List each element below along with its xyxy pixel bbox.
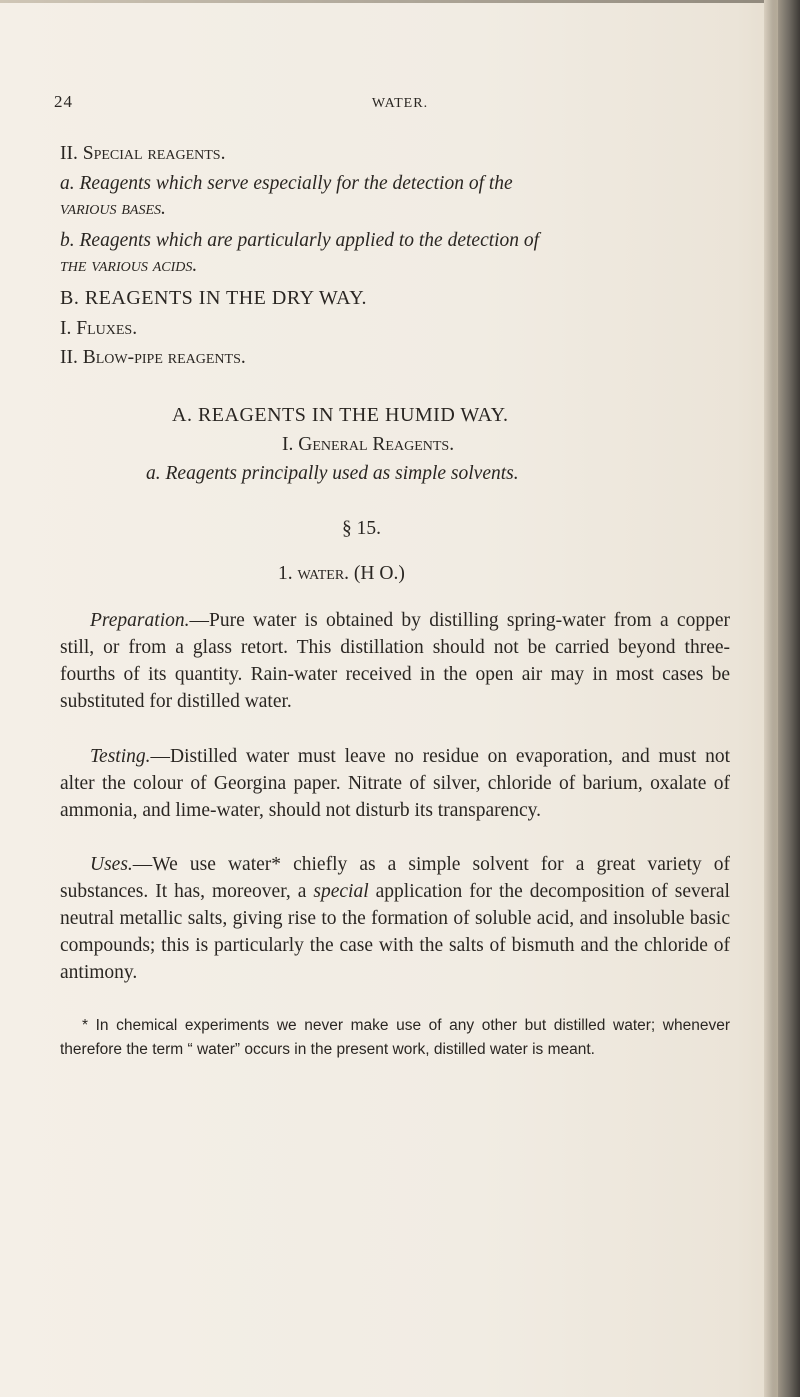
section-paragraph-mark: § 15. xyxy=(342,518,381,539)
page-number: 24 xyxy=(54,92,73,111)
testing-text: —Distilled water must leave no residue on evaporation, and must not alter the colour of Georgina paper. Nitrate of silver, chloride of barium, oxalate of ammonia, and lime-water, should not disturb its transparency. xyxy=(60,746,730,821)
outline-bases-line-2: various bases. xyxy=(60,198,166,219)
outline-bases-line-1: a. Reagents which serve especially for the detection of the xyxy=(60,173,513,194)
page-binding-edge xyxy=(764,0,800,1397)
paragraph-testing xyxy=(60,743,730,824)
uses-special: special xyxy=(313,881,369,902)
outline-dry-way: B. REAGENTS IN THE DRY WAY. xyxy=(60,287,368,309)
outline-acids-line-2: the various acids. xyxy=(60,255,198,276)
preparation-label: Preparation. xyxy=(90,610,190,631)
outline-fluxes: I. Fluxes. xyxy=(60,318,138,339)
paragraph-uses xyxy=(60,851,730,986)
section-humid-way: A. REAGENTS IN THE HUMID WAY. xyxy=(172,404,509,426)
preparation-text: —Pure water is obtained by distilling spring-water from a copper still, or from a glass retort. This distillation should not be carried beyond three-fourths of its quantity. Rain-water received in the open air may in most cases be substituted for distilled water. xyxy=(60,610,730,712)
section-simple-solvents: a. Reagents principally used as simple solvents. xyxy=(146,463,519,484)
section-title-water: 1. water. (H O.) xyxy=(278,563,405,584)
outline-special-reagents: II. Special reagents. xyxy=(60,143,226,164)
uses-text-1: —We use water* chiefly as a simple solvent for a great variety of substances. It has, moreover, a xyxy=(60,854,730,902)
outline-blowpipe-reagents: II. Blow-pipe reagents. xyxy=(60,347,246,368)
uses-text-2: application for the decomposition of several neutral metallic salts, giving rise to the formation of soluble acid, and insoluble basic compounds; this is particularly the case with the salts of bismuth and the chloride of antimony. xyxy=(60,881,730,983)
page-top-edge xyxy=(0,0,800,3)
section-general-reagents: I. General Reagents. xyxy=(282,434,455,455)
page-edge-highlight xyxy=(772,0,778,1397)
testing-label: Testing. xyxy=(90,746,151,767)
running-head: WATER. xyxy=(371,96,429,111)
footnote: * In chemical experiments we never make use of any other but distilled water; whenever therefore the term “ water” occurs in the present work, distilled water is meant. xyxy=(60,1017,730,1058)
uses-label: Uses. xyxy=(90,854,133,875)
paragraph-preparation xyxy=(60,607,730,715)
outline-acids-line-1: b. Reagents which are particularly applied to the detection of xyxy=(60,230,540,251)
